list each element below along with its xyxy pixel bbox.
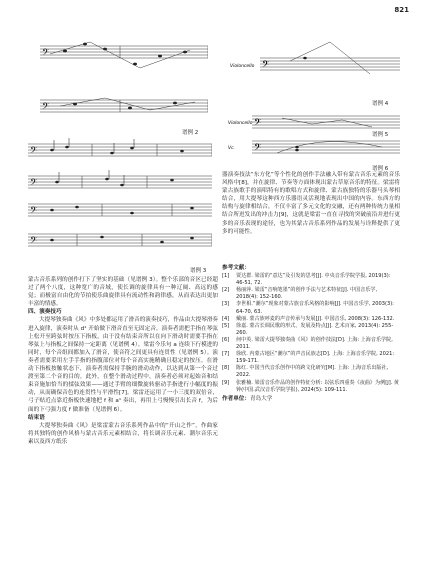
- left-column: [28, 276, 218, 446]
- svg-text:𝄢: 𝄢: [42, 47, 50, 60]
- caption-example-2: 谱例 2: [182, 130, 199, 136]
- caption-example-5: 谱例 5: [372, 132, 389, 138]
- reference-number: [5]: [222, 322, 230, 329]
- svg-text:𝄢: 𝄢: [30, 177, 38, 190]
- instrument-label: Violoncello: [230, 64, 255, 69]
- score-example-6: [222, 135, 400, 161]
- reference-item: [222, 287, 400, 301]
- author-affiliation: [222, 396, 400, 403]
- author-value: 青岛大学: [249, 395, 273, 402]
- caption-example-6: 谱例 6: [372, 166, 389, 172]
- svg-text:𝄢: 𝄢: [254, 142, 262, 155]
- reference-item: [222, 351, 400, 365]
- svg-text:𝄢: 𝄢: [254, 117, 262, 130]
- reference-number: [2]: [222, 287, 230, 294]
- reference-number: [6]: [222, 336, 230, 343]
- reference-item: [222, 365, 400, 379]
- instrument-label: Vc.: [228, 146, 235, 151]
- reference-number: [1]: [222, 273, 230, 280]
- reference-item: [222, 337, 400, 351]
- svg-text:𝄢: 𝄢: [30, 205, 38, 218]
- reference-number: [3]: [222, 301, 230, 308]
- svg-text:𝄢: 𝄢: [30, 145, 38, 158]
- reference-text: 陈红. 中国当代音乐创作中的跨文化研究[M]. 上海: 上海音乐出版社, 2022.: [236, 365, 389, 379]
- reference-text: 杨丽萍. 梁雷“音响笔墨”的创作手法与艺术特征[J]. 中国音乐学, 2018(4): 152-160.: [236, 287, 378, 301]
- references-title: 参考文献：: [222, 265, 250, 271]
- reference-text: 徐嘉. 蒙古长调民歌的形式、发展及特点[J]. 艺术百家, 2013(4): 255-260.: [236, 322, 394, 336]
- paragraph: 大提琴独奏曲《风》中多处都运用了滑音的演奏技巧，作品由大提琴滑奏进入旋律，演奏时从 d¹ 开始做下滑音直至无固定音，演奏者需把手指在琴弦上松开至跨弦时按压下指板，由于没有结束音所以在向下滑动时需要手指在琴弦上与指板之间保持一定距离（见谱例 4）。梁雷今乐句 a 连续下行模进的同时，每个音组间都加入了滑音，使音符之间更具有连贯性（见谱例 5）。演奏者需要采用左手手指的指腹部位对每个音高实施精确且稳定的按压。在滑动下指板按触状态下，演奏者需保持手腕的滑动动作，以达到从第一个音过渡至第二个音的目的。此外，在整个滑动过程中，演奏者必须对起始音和结束音施加恰当的揉弦效果——通过手臂的细微旋转驱动手指进行小幅度的振动，从而确保音色的连贯性与平滑性[7]。梁雷还运用了一小三度的双倍音，弓子贴近点靠近指板快速地把 f 和 a¹ 奏出，再用上弓慢慢引出长音 f，为后面的下弓强力度 f 做准备（见谱例 6）。: [28, 317, 219, 413]
- paragraph: 蒙古音乐系列的创作打下了坚实的基础（见谱例 3）。整个乐部的音区已经超过了两个八度，这种宽广的音域，使长调的旋律具有一种辽阔、高远的感觉；而极富自由化的节拍使乐曲旋律具有流动性和韵律感，从而表达出更加丰富的情感。: [28, 277, 218, 308]
- caption-example-4: 谱例 4: [372, 101, 389, 107]
- svg-text:𝄢: 𝄢: [30, 235, 38, 248]
- reference-item: [222, 380, 400, 394]
- reference-text: 李世相.“潮尔”现象对蒙古族音乐风格的影响[J]. 中国音乐学, 2003(3): 64-70, 63.: [236, 301, 394, 315]
- svg-text:𝄢: 𝄢: [262, 59, 270, 72]
- references: [222, 265, 400, 403]
- page-number: 821: [394, 6, 409, 14]
- reference-text: 张雅楠. 梁雷音乐作品的创作特征分析: 以弦乐四重奏《夜曲》为例[J]. 黄钟(中国.武汉音乐学院学报), 2024(5): 109-111.: [236, 379, 400, 393]
- reference-text: 徐欣. 内蒙古地区“潮尔”的声音民族志[D]. 上海: 上海音乐学院, 2021: 159-171.: [236, 351, 395, 365]
- reference-item: [222, 273, 400, 287]
- reference-number: [9]: [222, 379, 230, 386]
- section-heading: 四、演奏技巧: [28, 309, 62, 316]
- reference-item: [222, 301, 400, 315]
- author-label: 作者单位：: [222, 395, 250, 402]
- right-column: [222, 171, 400, 236]
- score-example-2: [30, 28, 208, 123]
- reference-text: 戴丽. 蒙古族呼麦的声音传承与发展[J]. 中国音乐, 2008(3): 126-132.: [236, 315, 395, 322]
- svg-text:𝄢: 𝄢: [42, 101, 50, 114]
- reference-number: [4]: [222, 315, 230, 322]
- caption-example-3: 谱例 3: [190, 268, 207, 274]
- score-example-4: [220, 30, 400, 85]
- paragraph: 器演奏技法“东方化”等个性化的创作手法融入带有蒙古音乐元素的音乐风格中[8]，并在旋律、节奏等方面体现出蒙古草原音乐的特征。梁雷将蒙古族歌手的演唱特有的歌唱方式和旋律、蒙古族独特的乐器马头琴相结合，用大提琴这种西方乐器语灵活现地表现出中国的内容。东西方的结构与旋律相结合，不仅丰富了多元文化的交融，还有两种传统力量相结合所迸发出的冲击力[9]，这就是梁雷一直在寻找的突破前沿并进行更多的音乐表现的途径，也为其蒙古音乐系列作品的发展与诠释提供了更多的可能性。: [222, 172, 400, 235]
- reference-number: [7]: [222, 351, 230, 358]
- reference-item: [222, 316, 400, 323]
- paragraph: 大提琴独奏曲《风》是梁雷蒙古音乐系列作品中的“开山之作”，作曲家将其独特的创作风格与蒙古音乐元素相结合，将长调音乐元素、潮尔音乐元素以及西方纸乐: [28, 422, 218, 445]
- reference-text: 贾达群. 梁雷的“意达”及引发的思考[J]. 中央音乐学院学报, 2019(3): 46-51, 72.: [236, 273, 391, 287]
- reference-number: [8]: [222, 365, 230, 372]
- score-example-3: [22, 138, 212, 270]
- section-heading: 结束语: [28, 414, 45, 421]
- references-list: [222, 273, 400, 394]
- instrument-label: Violoncello: [228, 121, 253, 126]
- reference-item: [222, 323, 400, 337]
- reference-text: 何中英. 梁雷大提琴独奏曲《风》的创作技法[D]. 上海: 上海音乐学院, 2011.: [236, 336, 393, 351]
